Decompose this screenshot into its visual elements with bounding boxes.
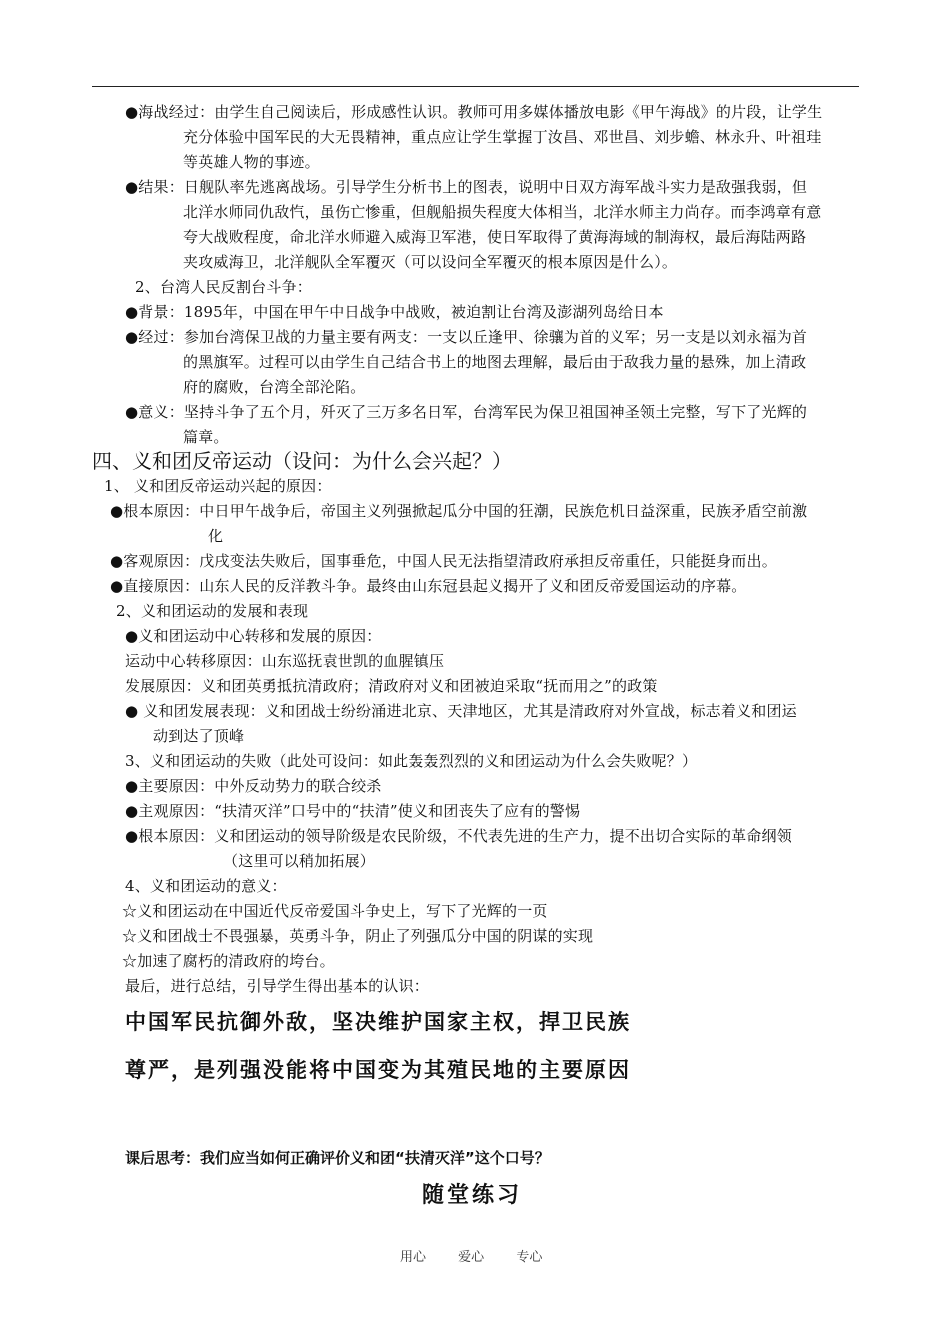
star-item: ☆义和团战士不畏强暴，英勇斗争，阴止了列强瓜分中国的阴谋的实现 xyxy=(122,927,594,945)
bullet-naval-battle: ●海战经过：由学生自己阅读后，形成感性认识。教师可用多媒体播放电影《甲午海战》的片段，让学生 xyxy=(125,103,823,121)
bullet-development-performance: ● 义和团发展表现：义和团战士纷纷涌进北京、天津地区，尤其是清政府对外宣战，标志着义和团运 xyxy=(125,702,797,720)
bullet-objective-cause: ●客观原因：戊戌变法失败后，国事垂危，中国人民无法指望清政府承担反帝重任，只能挺身而出。 xyxy=(110,552,777,570)
text-line: 运动中心转移原因：山东巡抚袁世凯的血腥镇压 xyxy=(125,652,445,670)
text-line: 发展原因：义和团英勇抵抗清政府；清政府对义和团被迫采取“抚而用之”的政策 xyxy=(125,677,658,695)
conclusion-line: 中国军民抗御外敌，坚决维护国家主权，捍卫民族 xyxy=(125,1010,631,1034)
subheading-development: 2、义和团运动的发展和表现 xyxy=(116,602,309,620)
bullet-background: ●背景：1895年，中国在甲午中日战争中战败，被迫割让台湾及澎湖列岛给日本 xyxy=(125,303,664,321)
text-line: （这里可以稍加拓展） xyxy=(223,852,376,870)
text-line: 化 xyxy=(208,527,224,545)
text-line: 等英雄人物的事迹。 xyxy=(183,153,320,171)
exercise-title: 随堂练习 xyxy=(422,1183,523,1208)
text-line: 北洋水师同仇敌忾，虽伤亡惨重，但舰船损失程度大体相当，北洋水师主力尚存。而李鸿章有意 xyxy=(183,203,822,221)
subheading-causes: 1、 义和团反帝运动兴起的原因： xyxy=(104,477,332,495)
bullet-root-cause: ●根本原因：中日甲午战争后，帝国主义列强掀起瓜分中国的狂潮，民族危机日益深重，民族矛盾空前激 xyxy=(110,502,808,520)
summary-intro: 最后，进行总结，引导学生得出基本的认识： xyxy=(125,977,430,995)
star-item: ☆义和团运动在中国近代反帝爱国斗争史上，写下了光辉的一页 xyxy=(122,902,548,920)
footer xyxy=(400,1249,570,1267)
subheading-failure: 3、义和团运动的失败（此处可设问：如此轰轰烈烈的义和团运动为什么会失败呢？） xyxy=(125,752,698,770)
subheading-taiwan: 2、台湾人民反割台斗争： xyxy=(135,278,312,296)
text-line: 府的腐败，台湾全部沦陷。 xyxy=(183,378,366,396)
bullet-process: ●经过：参加台湾保卫战的力量主要有两支：一支以丘逢甲、徐骧为首的义军；另一支是以刘永福为首 xyxy=(125,328,808,346)
bullet-subjective-reason: ●主观原因：“扶清灭洋”口号中的“扶清”使义和团丧失了应有的警惕 xyxy=(125,802,581,820)
text-line: 夹攻威海卫，北洋舰队全军覆灭（可以设问全军覆灭的根本原因是什么）。 xyxy=(183,253,678,271)
text-line: 夸大战败程度，命北洋水师避入威海卫军港，使日军取得了黄海海域的制海权，最后海陆两路 xyxy=(183,228,807,246)
bullet-center-transfer: ●义和团运动中心转移和发展的原因： xyxy=(125,627,382,645)
header-rule xyxy=(92,86,859,87)
text-line: 的黑旗军。过程可以由学生自己结合书上的地图去理解，最后由于敌我力量的悬殊，加上清政 xyxy=(183,353,807,371)
bullet-main-reason: ●主要原因：中外反动势力的联合绞杀 xyxy=(125,777,382,795)
footer-item: 用心 xyxy=(400,1250,427,1265)
bullet-direct-cause: ●直接原因：山东人民的反洋教斗争。最终由山东冠县起义揭开了义和团反帝爱国运动的序幕。 xyxy=(110,577,747,595)
subheading-significance: 4、义和团运动的意义： xyxy=(125,877,287,895)
text-line: 动到达了顶峰 xyxy=(153,727,245,745)
bullet-result: ●结果：日舰队率先逃离战场。引导学生分析书上的图表，说明中日双方海军战斗实力是敌强我弱，但 xyxy=(125,178,808,196)
text-line: 篇章。 xyxy=(183,428,229,446)
bullet-fundamental-reason: ●根本原因：义和团运动的领导阶级是农民阶级，不代表先进的生产力，提不出切合实际的革命纲领 xyxy=(125,827,792,845)
conclusion-line: 尊严，是列强没能将中国变为其殖民地的主要原因 xyxy=(125,1058,631,1082)
text-line: 充分体验中国军民的大无畏精神，重点应让学生掌握丁汝昌、邓世昌、刘步蟾、林永升、叶祖珪 xyxy=(183,128,822,146)
footer-item: 爱心 xyxy=(458,1250,485,1265)
after-class-question: 课后思考：我们应当如何正确评价义和团“扶清灭洋”这个口号？ xyxy=(125,1149,550,1167)
footer-item: 专心 xyxy=(516,1250,543,1265)
section-heading-boxer: 四、义和团反帝运动（设问：为什么会兴起？） xyxy=(92,449,512,473)
star-item: ☆加速了腐朽的清政府的垮台。 xyxy=(122,952,335,970)
bullet-significance: ●意义：坚持斗争了五个月，歼灭了三万多名日军，台湾军民为保卫祖国神圣领土完整，写下了光辉的 xyxy=(125,403,808,421)
